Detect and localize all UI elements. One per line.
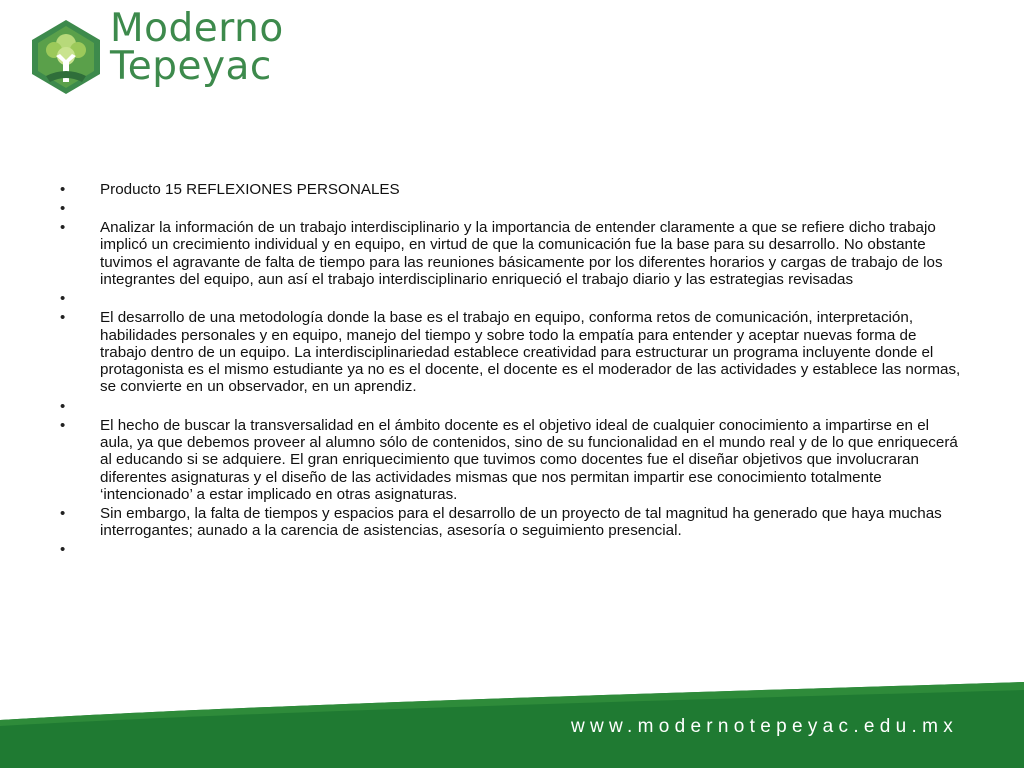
bullet-item-empty — [60, 290, 965, 307]
footer-band — [0, 660, 1024, 768]
bullet-item-limitations: • Sin embargo, la falta de tiempos y espacios para el desarrollo de un proyecto de tal magnitud ha generado que haya muchas interrogantes; aunado a la carencia de asistencias, asesoría o seguimiento presencial. — [60, 505, 965, 540]
footer-wave-graphic — [0, 660, 1024, 768]
logo-line-2: Tepeyac — [110, 44, 272, 89]
logo-text — [110, 6, 284, 89]
website-url[interactable]: www.modernotepeyac.edu.mx — [570, 716, 958, 737]
bullet-list — [60, 181, 965, 560]
bullet-item-empty — [60, 398, 965, 415]
bullet-item-empty — [60, 541, 965, 558]
school-logo — [26, 6, 326, 94]
tree-logo-icon — [26, 16, 106, 96]
bullet-item-analysis: • Analizar la información de un trabajo interdisciplinario y la importancia de entender claramente a que se refiere dicho trabajo implicó un crecimiento individual y en equipo, en virtud de que la comunicación fue la base para su desarrollo. No obstante tuvimos el agravante de falta de tiempo para las reuniones básicamente por los diferentes horarios y cargas de trabajo de los integrantes del equipo, aun así el trabajo interdisciplinario enriqueció el trabajo diario y las estrategias revisadas — [60, 219, 965, 288]
bullet-item-transversality: • El hecho de buscar la transversalidad en el ámbito docente es el objetivo ideal de cualquier conocimiento a impartirse en el aula, ya que debemos proveer al alumno sólo de contenidos, sino de su funcionalidad en el mundo real y de lo que enriquecerá al educando si se adquiere. El gran enriquecimiento que tuvimos como docentes fue el diseñar objetivos que involucraran diferentes asignaturas y el diseño de las actividades mismas que nos permitan impartir ese conocimiento totalmente ‘intencionado’ a estar implicado en otras asignaturas. — [60, 417, 965, 503]
bullet-item-title: • Producto 15 REFLEXIONES PERSONALES — [60, 181, 965, 198]
logo-line-1: Moderno — [110, 6, 284, 51]
bullet-item-methodology: • El desarrollo de una metodología donde la base es el trabajo en equipo, conforma retos de comunicación, interpretación, habilidades personales y en equipo, manejo del tiempo y sobre todo la empatía para entender y aceptar nuevas forma de trabajo dentro de un equipo. La interdisciplinariedad establece creatividad para estructurar un programa incluyente donde el protagonista es el mismo estudiante ya no es el docente, el docente es el moderador de las actividades y establece las normas, se convierte en un observador, en un aprendiz. — [60, 309, 965, 395]
bullet-item-empty — [60, 200, 965, 217]
